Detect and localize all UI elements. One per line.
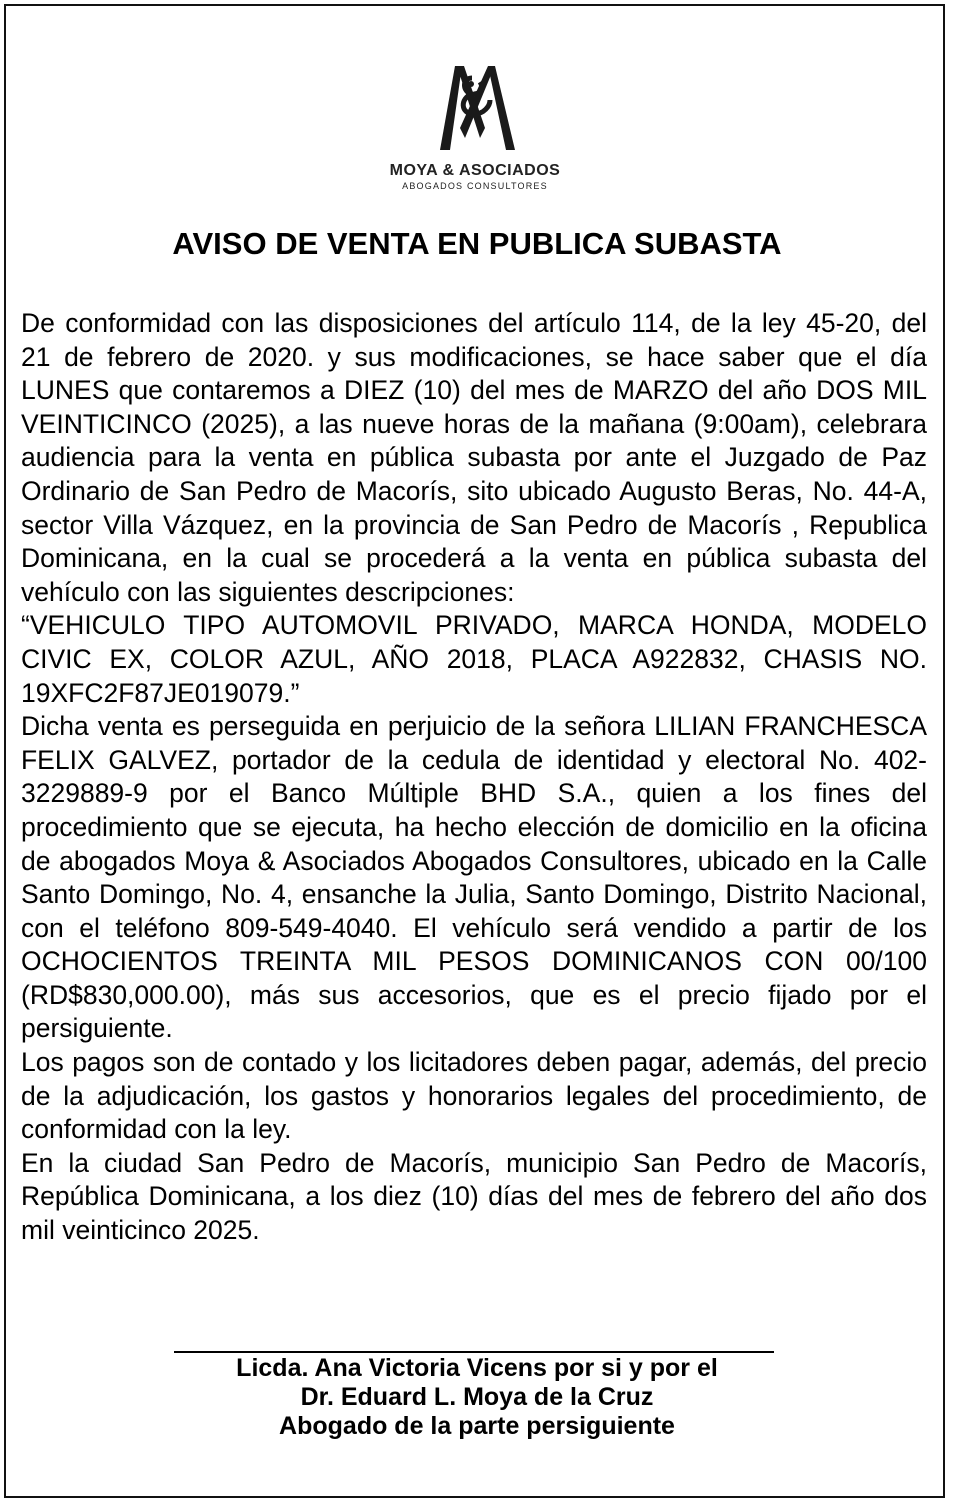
notice-body bbox=[21, 307, 927, 1248]
notice-title: AVISO DE VENTA EN PUBLICA SUBASTA bbox=[172, 226, 782, 261]
signature-line-2: Dr. Eduard L. Moya de la Cruz bbox=[300, 1383, 654, 1411]
firm-name: MOYA & ASOCIADOS bbox=[389, 162, 561, 179]
paragraph-debtor: Dicha venta es perseguida en perjuicio de la señora LILIAN FRANCHESCA FELIX GALVEZ, portador de la cedula de identidad y electoral No. 402-3229889-9 por el Banco Múltiple BHD S.A., quien a los fines del procedimiento que se ejecuta, ha hecho elección de domicilio en la oficina de abogados Moya & Asociados Abogados Consultores, ubicado en la Calle Santo Domingo, No. 4, ensanche la Julia, Santo Domingo, Distrito Nacional, con el teléfono 809-549-4040. El vehículo será vendido a partir de los OCHOCIENTOS TREINTA MIL PESOS DOMINICANOS CON 00/100 (RD$830,000.00), más sus accesorios, que es el precio fijado por el persiguiente. bbox=[21, 711, 927, 1044]
signature-line-3: Abogado de la parte persiguiente bbox=[279, 1412, 675, 1440]
firm-logo bbox=[360, 58, 590, 198]
paragraph-vehicle: “VEHICULO TIPO AUTOMOVIL PRIVADO, MARCA HONDA, MODELO CIVIC EX, COLOR AZUL, AÑO 2018, PLACA A922832, CHASIS NO. 19XFC2F87JE019079.” bbox=[21, 610, 927, 708]
firm-subtitle: ABOGADOS CONSULTORES bbox=[402, 181, 548, 191]
paragraph-payment: Los pagos son de contado y los licitadores deben pagar, además, del precio de la adjudicación, los gastos y honorarios legales del procedimiento, de conformidad con la ley. bbox=[21, 1047, 927, 1145]
signature-line-1: Licda. Ana Victoria Vicens por si y por el bbox=[236, 1354, 718, 1382]
monogram-icon bbox=[400, 58, 550, 158]
paragraph-place-date: En la ciudad San Pedro de Macorís, municipio San Pedro de Macorís, República Dominicana, a los diez (10) días del mes de febrero del año dos mil veinticinco 2025. bbox=[21, 1147, 927, 1246]
paragraph-intro: De conformidad con las disposiciones del artículo 114, de la ley 45-20, del 21 de febrero de 2020. y sus modificaciones, se hace saber que el día LUNES que contaremos a DIEZ (10) del mes de MARZO del año DOS MIL VEINTICINCO (2025), a las nueve horas de la mañana (9:00am), celebrara audiencia para la venta en pública subasta por ante el Juzgado de Paz Ordinario de San Pedro de Macorís, sito ubicado Augusto Beras, No. 44-A, sector Villa Vázquez, en la provincia de San Pedro de Macorís , Republica Dominicana, en la cual se procederá a la venta en pública subasta del vehículo con las siguientes descripciones: bbox=[21, 308, 927, 607]
